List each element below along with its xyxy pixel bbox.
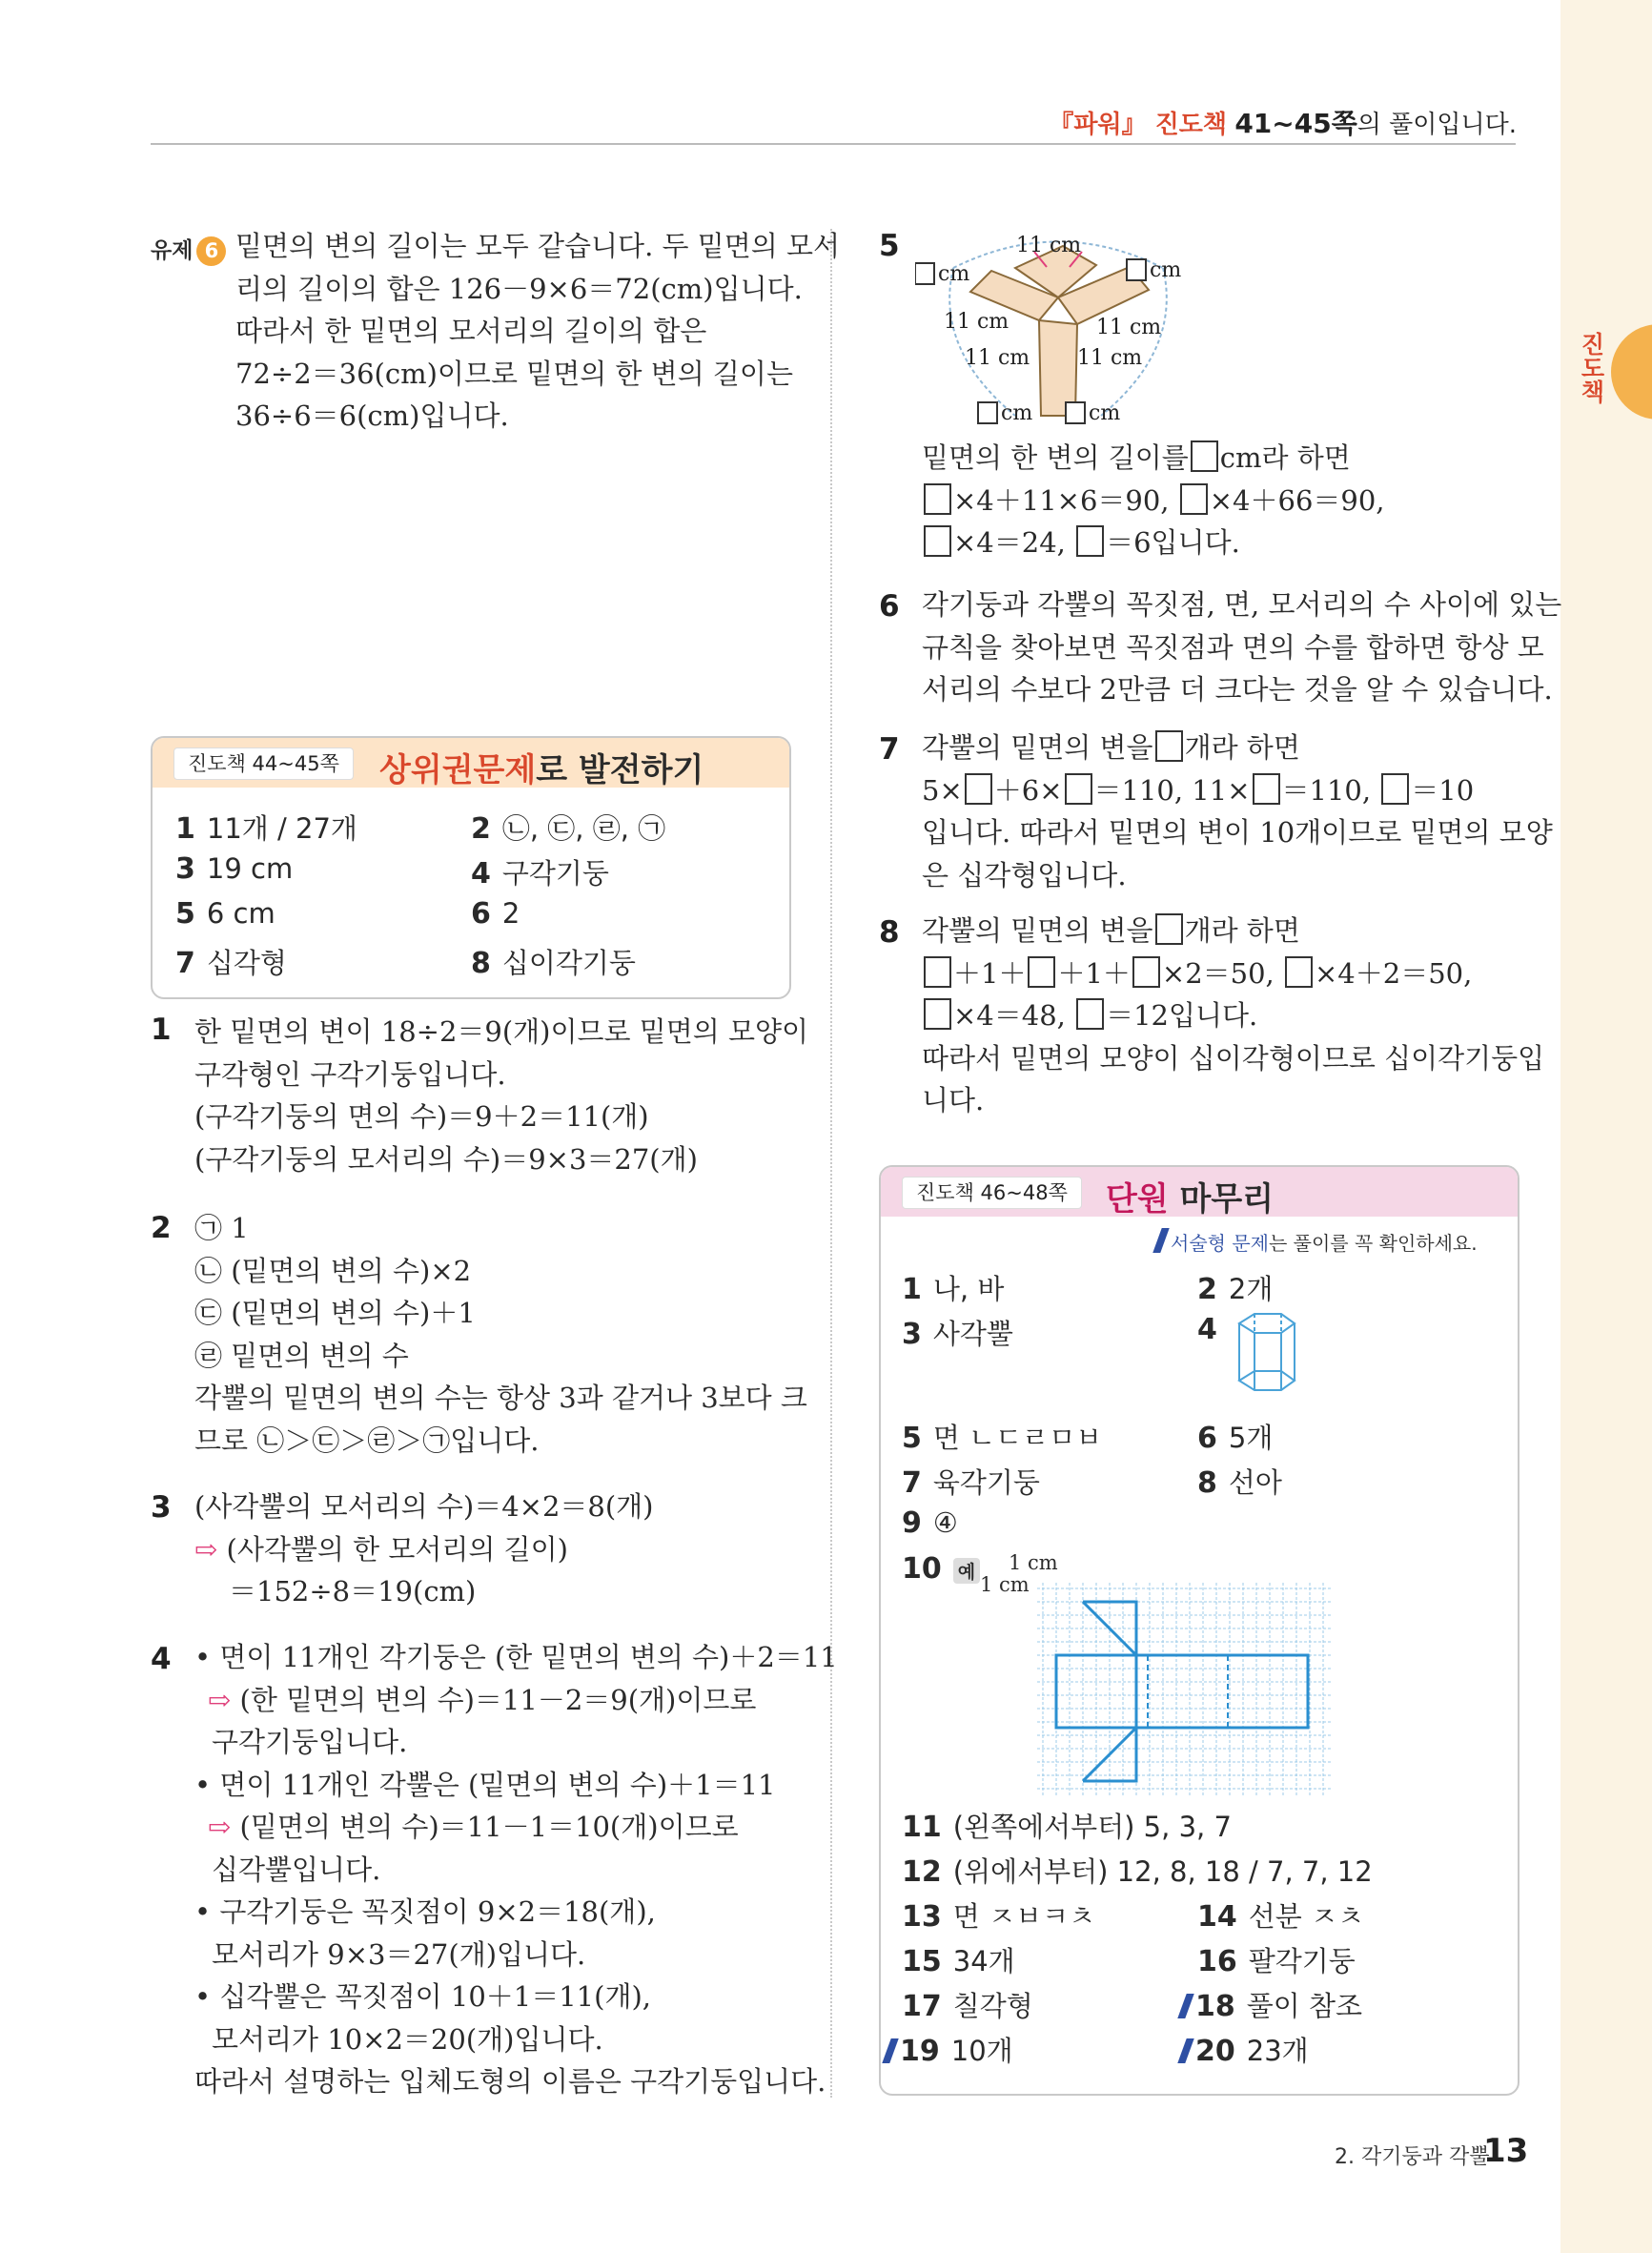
grid-scale-label: 1 cm: [1009, 1551, 1058, 1574]
header-prefix: 『파워』 진도책: [1049, 111, 1228, 139]
panel-advanced: [151, 736, 791, 999]
solution-2: ㉠ 1 ㉡ (밑면의 변의 수)×2 ㉢ (밑면의 변의 수)＋1 ㉣ 밑면의 변의 수 각뿔의 밑면의 변의 수는 항상 3과 같거나 3보다 크 므로 ㉡＞㉢＞㉣＞㉠입니다.: [194, 1212, 807, 1457]
side-label: 진도책: [1578, 332, 1605, 403]
answer-item: 4 구각기둥: [471, 857, 609, 891]
net-diagram-5: [915, 225, 1201, 435]
solution-number: 3: [151, 1490, 172, 1525]
pen-icon: [1177, 1994, 1193, 2018]
arrow-icon: ⇨: [208, 1683, 232, 1716]
solution-number: 4: [151, 1642, 172, 1676]
answer-item: 3 19 cm: [175, 852, 294, 886]
yuje-line: 따라서 한 밑면의 모서리의 길이의 합은: [235, 315, 707, 347]
label-cm: cm: [1089, 401, 1121, 425]
header-pages: 41~45쪽: [1234, 108, 1357, 139]
label-r1: 11 cm: [1096, 316, 1162, 339]
solution-8: 각뿔의 밑면의 변을 개라 하면 ＋1＋ ＋1＋ ×2＝50, ×4＋2＝50, ×4＝48, ＝12입니다. 따라서 밑면의 모양이 십이각형이므로 십이각기둥입 니다.: [922, 914, 1545, 1116]
answer-item: 6 2: [471, 897, 520, 931]
solution-5: 밑면의 한 변의 길이를 cm라 하면 ×4＋11×6＝90, ×4＋66＝90, ×4＝24, ＝6입니다.: [922, 441, 1385, 559]
answer-item: 17 칠각형: [902, 1990, 1033, 2023]
pen-icon: [1152, 1228, 1169, 1253]
answer-item: 4: [1197, 1313, 1217, 1346]
yuje-label: [151, 233, 226, 266]
page-header: [1049, 103, 1517, 141]
answer-item: 2 2개: [1197, 1273, 1274, 1306]
answer-item: 20 23개: [1182, 2030, 1309, 2069]
answer-item-10: 10 예: [902, 1552, 980, 1586]
panel-advanced-tag: 진도책 44~45쪽: [173, 748, 354, 780]
solution-6: 각기둥과 각뿔의 꼭짓점, 면, 모서리의 수 사이에 있는 규칙을 찾아보면 꼭짓점과 면의 수를 합하면 항상 모 서리의 수보다 2만큼 더 크다는 것을 알 수 있습니다.: [922, 588, 1562, 706]
example-badge: 예: [953, 1558, 980, 1584]
label-r2: 11 cm: [1077, 346, 1143, 370]
chapter-footer: 2. 각기둥과 각뿔: [1335, 2145, 1490, 2169]
solution-number: 6: [879, 589, 900, 624]
answer-item: 14 선분 ㅈㅊ: [1197, 1900, 1365, 1934]
hexagonal-prism-figure: [1226, 1310, 1302, 1402]
answer-item: 19 10개: [887, 2030, 1013, 2069]
yuje-line: 36÷6＝6(cm)입니다.: [235, 399, 509, 432]
answer-item: 18 풀이 참조: [1182, 1985, 1362, 2024]
yuje-line: 밑면의 변의 길이는 모두 같습니다. 두 밑면의 모서: [235, 230, 841, 262]
answer-item: 13 면 ㅈㅂㅋㅊ: [902, 1900, 1096, 1934]
answer-item: 6 5개: [1197, 1422, 1274, 1455]
label-cm: cm: [938, 262, 970, 286]
solution-number: 5: [879, 229, 900, 263]
pen-icon: [1177, 2038, 1193, 2063]
solution-1: 한 밑면의 변이 18÷2＝9(개)이므로 밑면의 모양이 구각형인 구각기둥입니다. (구각기둥의 면의 수)＝9＋2＝11(개) (구각기둥의 모서리의 수)＝9×3＝27(개): [194, 1015, 809, 1176]
label-cm: cm: [1150, 258, 1182, 282]
yuje-solution: [235, 225, 840, 438]
answer-item: 16 팔각기둥: [1197, 1945, 1356, 1978]
solution-number: 1: [151, 1013, 172, 1047]
yuje-text: 유제: [151, 238, 194, 263]
answer-item: 3 사각뿔: [902, 1318, 1013, 1351]
panel-advanced-title: [379, 744, 704, 790]
label-top: 11 cm: [1016, 234, 1082, 257]
label-cm: cm: [1001, 401, 1033, 425]
answer-item: 12 (위에서부터) 12, 8, 18 / 7, 7, 12: [902, 1855, 1373, 1889]
arrow-icon: ⇨: [208, 1811, 232, 1843]
panel-unit-review-tag: 진도책 46~48쪽: [902, 1177, 1082, 1209]
panel-unit-review: [879, 1165, 1519, 2096]
solution-7: 각뿔의 밑면의 변을 개라 하면 5× ＋6× ＝110, 11× ＝110, ＝10 입니다. 따라서 밑면의 변이 10개이므로 밑면의 모양 은 십각형입니다.: [922, 731, 1553, 891]
panel-unit-review-title-a: 단원: [1106, 1180, 1169, 1219]
pen-icon: [882, 2038, 898, 2063]
answer-item: 8 십이각기둥: [471, 947, 636, 980]
answer-item: 9 ④: [902, 1506, 958, 1540]
label-l2: 11 cm: [965, 346, 1030, 370]
solution-number: 8: [879, 915, 900, 950]
answer-item: 11 (왼쪽에서부터) 5, 3, 7: [902, 1811, 1232, 1844]
page-number: 13: [1483, 2132, 1529, 2170]
answer-item: 8 선아: [1197, 1466, 1282, 1500]
answer-item: 15 34개: [902, 1945, 1015, 1978]
solution-number: 2: [151, 1211, 172, 1245]
net-grid-figure: [1037, 1583, 1333, 1802]
solution-3: (사각뿔의 모서리의 수)＝4×2＝8(개) ⇨ (사각뿔의 한 모서리의 길이) ＝152÷8＝19(cm): [194, 1490, 654, 1608]
answer-item: 2 ㉡, ㉢, ㉣, ㉠: [471, 812, 666, 846]
header-rule: [151, 143, 1516, 145]
yuje-number: 6: [196, 236, 226, 266]
answer-item: 1 11개 / 27개: [175, 812, 357, 846]
solution-4: • 면이 11개인 각기둥은 (한 밑면의 변의 수)＋2＝11 ⇨ (한 밑면의 변의 수)＝11－2＝9(개)이므로 구각기둥입니다. • 면이 11개인 각뿔은 (밑면의 변의 수)＋1＝11 ⇨ (밑면의 변의 수)＝11－1＝10(개)이므로 십각뿔입니다. • 구각기둥은 꼭짓점이 9×2＝18(개), 모서리가 9×3＝27(개)입니다. • 십각뿔은 꼭짓점이 10＋1＝11(개), 모서리가 10×2＝20(개)입니다. 따라서 설명하는 입체도형의 이름은 구각기둥입니다.: [194, 1641, 838, 2098]
yuje-line: 리의 길이의 합은 126－9×6＝72(cm)입니다.: [235, 272, 803, 305]
arrow-icon: ⇨: [194, 1532, 218, 1566]
answer-item: 1 나, 바: [902, 1273, 1005, 1306]
panel-unit-review-title-b: 마무리: [1168, 1180, 1275, 1219]
grid-scale-label: 1 cm: [980, 1573, 1030, 1596]
answer-item: 5 면 ㄴㄷㄹㅁㅂ: [902, 1422, 1103, 1455]
header-suffix: 의 풀이입니다.: [1356, 111, 1517, 139]
panel-note: 서술형 문제는 풀이를 꼭 확인하세요.: [1157, 1228, 1478, 1256]
panel-advanced-title-a: 상위권문제: [379, 751, 537, 789]
answer-item: 7 육각기둥: [902, 1466, 1040, 1500]
panel-unit-review-title: [1106, 1173, 1274, 1219]
panel-advanced-title-b: 로 발전하기: [536, 751, 704, 789]
answer-item: 5 6 cm: [175, 897, 275, 931]
solution-number: 7: [879, 732, 900, 767]
label-l1: 11 cm: [944, 310, 1010, 334]
yuje-line: 72÷2＝36(cm)이므로 밑면의 한 변의 길이는: [235, 357, 793, 390]
answer-item: 7 십각형: [175, 947, 287, 980]
